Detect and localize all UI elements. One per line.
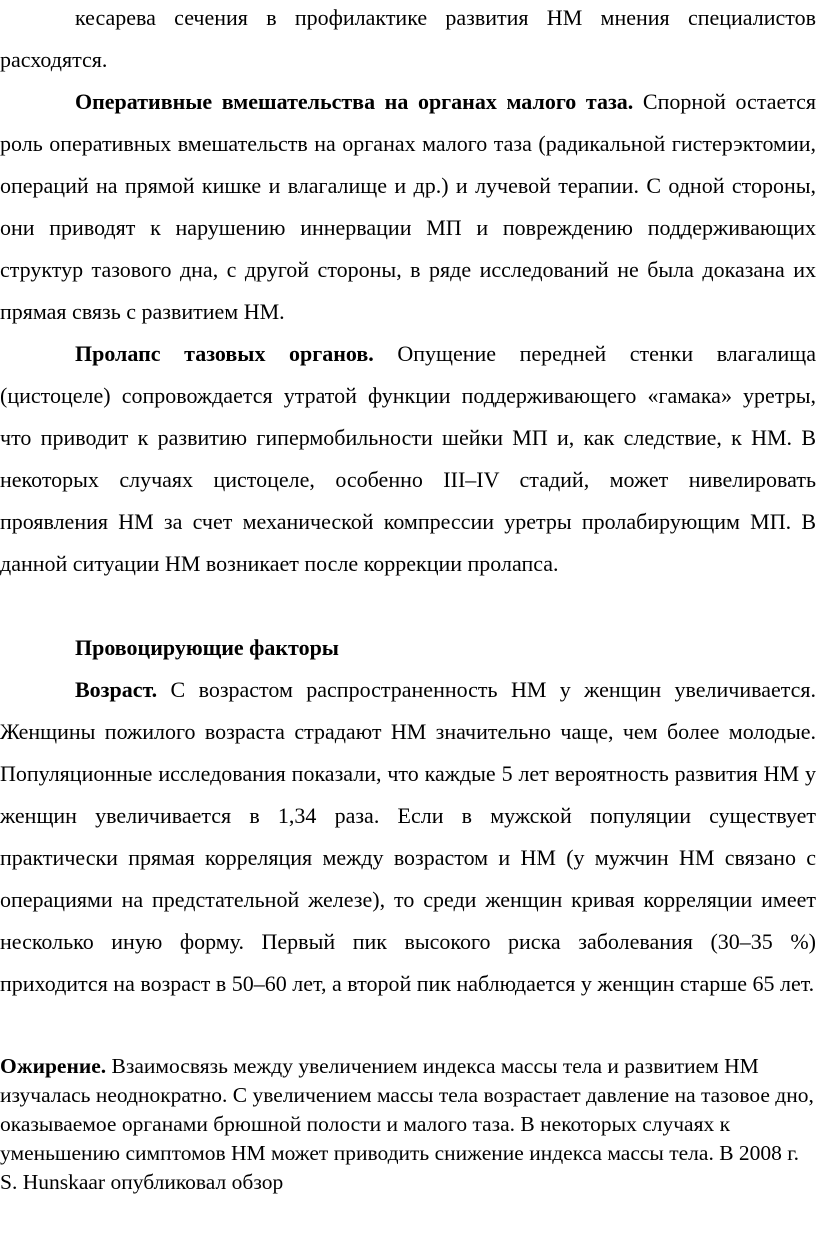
paragraph-prolapse xyxy=(0,333,816,585)
paragraph-text: Опущение передней стенки влагалища (цистоцеле) сопровождается утратой функции поддерживающего «гамака» уретры, что приводит к развитию гипермобильности шейки МП и, как следствие, к НМ. В некоторых случаях цистоцеле, особенно III–IV стадий, может нивелировать проявления НМ за счет механической компрессии уретры пролабирующим МП. В данной ситуации НМ возникает после коррекции пролапса. xyxy=(0,341,816,576)
paragraph-text: Взаимосвязь между увеличением индекса массы тела и развитием НМ изучалась неоднократно. С увеличением массы тела возрастает давление на тазовое дно, оказываемое органами брюшной полости и малого таза. В некоторых случаях к уменьшению симптомов НМ может приводить снижение индекса массы тела. В 2008 г. S. Hunskaar опубликовал обзор xyxy=(0,1054,814,1194)
paragraph-title: Пролапс тазовых органов. xyxy=(75,341,374,366)
paragraph-text: Спорной остается роль оперативных вмешательств на органах малого таза (радикальной гистерэктомии, операций на прямой кишке и влагалище и др.) и лучевой терапии. С одной стороны, они приводят к нарушению иннервации МП и повреждению поддерживающих структур тазового дна, с другой стороны, в ряде исследований не была доказана их прямая связь с развитием НМ. xyxy=(0,89,816,324)
paragraph-title: Ожирение. xyxy=(0,1054,107,1078)
paragraph-cesarean xyxy=(0,0,816,81)
section-heading: Провоцирующие факторы xyxy=(75,635,339,660)
paragraph-age xyxy=(0,669,816,1005)
paragraph-pelvic-surgery xyxy=(0,81,816,333)
paragraph-obesity xyxy=(0,1052,816,1197)
paragraph-text: кесарева сечения в профилактике развития НМ мнения специалистов расходятся. xyxy=(0,5,816,72)
paragraph-text: С возрастом распространенность НМ у женщин увеличивается. Женщины пожилого возраста страдают НМ значительно чаще, чем более молодые. Популяционные исследования показали, что каждые 5 лет вероятность развития НМ у женщин увеличивается в 1,34 раза. Если в мужской популяции существует практически прямая корреляция между возрастом и НМ (у мужчин НМ связано с операциями на предстательной железе), то среди женщин кривая корреляции имеет несколько иную форму. Первый пик высокого риска заболевания (30–35 %) приходится на возраст в 50–60 лет, а второй пик наблюдается у женщин старше 65 лет. xyxy=(0,677,816,996)
paragraph-title: Возраст. xyxy=(75,677,158,702)
paragraph-title: Оперативные вмешательства на органах малого таза. xyxy=(75,89,634,114)
